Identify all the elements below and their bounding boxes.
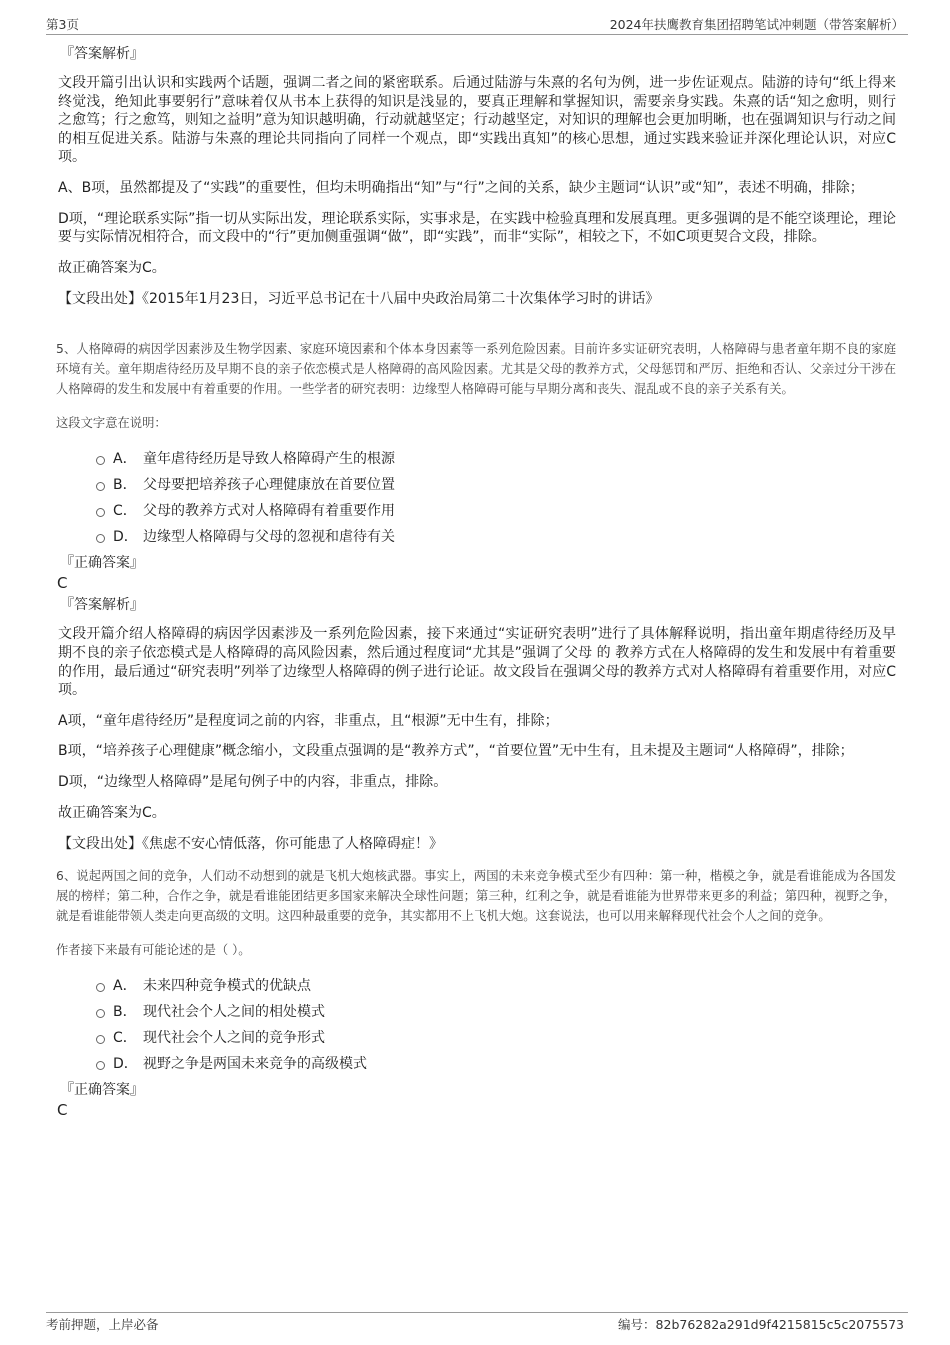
radio-icon[interactable] (96, 508, 105, 517)
option-a[interactable] (96, 972, 896, 998)
answer-label: 『正确答案』 (60, 555, 144, 572)
analysis-paragraph: A项，“童年虐待经历”是程度词之前的内容，非重点，且“根源”无中生有，排除； (58, 712, 559, 729)
option-text: 现代社会个人之间的相处模式 (143, 1004, 325, 1021)
option-text: 视野之争是两国未来竞争的高级模式 (143, 1056, 367, 1073)
passage-source: 【文段出处】《2015年1月23日，习近平总书记在十八届中央政治局第二十次集体学习时的讲话》 (58, 291, 660, 308)
analysis-paragraph: A、B项，虽然都提及了“实践”的重要性，但均未明确指出“知”与“行”之间的关系，缺少主题词“认识”或“知”，表述不明确，排除； (58, 179, 864, 196)
option-b[interactable] (96, 471, 896, 497)
option-c[interactable] (96, 1024, 896, 1050)
radio-icon[interactable] (96, 1061, 105, 1070)
analysis-paragraph: 文段开篇介绍人格障碍的病因学因素涉及一系列危险因素，接下来通过“实证研究表明”进行了具体解释说明，指出童年期虐待经历及早期不良的亲子依恋模式是人格障碍的高风险因素，然后通过程度词“尤其是”强调了父母 的 教养方式在人格障碍的发生和发展中有着重要的作用，最后通过“研究表明”列举了边缘型人格障碍的例子进行论证。故文段旨在强调父母的教养方式对人格障碍有着重要作用，对应C项。 (58, 626, 896, 699)
option-text: 未来四种竞争模式的优缺点 (143, 978, 311, 995)
option-letter: A． (113, 451, 137, 468)
question-text: 5、人格障碍的病因学因素涉及生物学因素、家庭环境因素和个体本身因素等一系列危险因素。目前许多实证研究表明，人格障碍与患者童年期不良的家庭环境有关。童年期虐待经历及早期不良的亲子依恋模式是人格障碍的高风险因素。尤其是父母的教养方式，父母惩罚和严厉、拒绝和否认、父亲过分干涉在人格障碍的发生和发展中有着重要的作用。一些学者的研究表明：边缘型人格障碍可能与早期分离和丧失、混乱或不良的亲子关系有关。 (56, 342, 896, 397)
option-text: 父母要把培养孩子心理健康放在首要位置 (143, 477, 395, 494)
option-d[interactable] (96, 523, 896, 549)
page-header (46, 14, 908, 35)
document-code: 编号：82b76282a291d9f4215815c5c2075573 (618, 1317, 904, 1332)
radio-icon[interactable] (96, 456, 105, 465)
analysis-paragraph: B项，“培养孩子心理健康”概念缩小，文段重点强调的是“教养方式”，“首要位置”无中生有，且未提及主题词“人格障碍”，排除； (58, 743, 854, 760)
analysis-label: 『答案解析』 (60, 46, 144, 62)
option-letter: C． (113, 1030, 137, 1047)
analysis-conclusion: 故正确答案为C。 (58, 804, 166, 821)
correct-answer: C (57, 574, 68, 593)
correct-answer: C (57, 1101, 68, 1120)
question-prompt: 这段文字意在说明： (56, 416, 167, 431)
option-list (96, 445, 896, 549)
analysis-paragraph: 文段开篇引出认识和实践两个话题，强调二者之间的紧密联系。后通过陆游与朱熹的名句为例，进一步佐证观点。陆游的诗句“纸上得来终觉浅，绝知此事要躬行”意味着仅从书本上获得的知识是浅显的，要真正理解和掌握知识，需要亲身实践。朱熹的话“知之愈明，则行之愈笃；行之愈笃，则知之益明”意为知识越明确，行动就越坚定；行动越坚定，对知识的理解也会更加明晰，也在强调知识与行动之间的相互促进关系。陆游与朱熹的理论共同指向了同样一个观点，即“实践出真知”的核心思想，通过实践来验证并深化理论认识，对应C项。 (58, 75, 896, 166)
page-number: 第3页 (46, 17, 79, 32)
radio-icon[interactable] (96, 983, 105, 992)
radio-icon[interactable] (96, 534, 105, 543)
option-c[interactable] (96, 497, 896, 523)
option-a[interactable] (96, 445, 896, 471)
option-letter: C． (113, 503, 137, 520)
option-letter: B． (113, 1004, 137, 1021)
question-text: 6、说起两国之间的竞争，人们动不动想到的就是飞机大炮核武器。事实上，两国的未来竞争模式至少有四种：第一种，楷模之争，就是看谁能成为各国发展的榜样；第二种，合作之争，就是看谁能团结更多国家来解决全球性问题；第三种，红利之争，就是看谁能为世界带来更多的利益；第四种，视野之争，就是看谁能带领人类走向更高级的文明。这四种最重要的竞争，其实都用不上飞机大炮。这套说法，也可以用来解释现代社会个人之间的竞争。 (56, 869, 896, 924)
option-letter: B． (113, 477, 137, 494)
footer-slogan: 考前押题，上岸必备 (46, 1317, 159, 1332)
option-letter: A． (113, 978, 137, 995)
option-text: 边缘型人格障碍与父母的忽视和虐待有关 (143, 529, 395, 546)
option-text: 父母的教养方式对人格障碍有着重要作用 (143, 503, 395, 520)
option-text: 童年虐待经历是导致人格障碍产生的根源 (143, 451, 395, 468)
question-prompt: 作者接下来最有可能论述的是（ ）。 (56, 943, 251, 958)
radio-icon[interactable] (96, 1009, 105, 1018)
page-footer (46, 1312, 908, 1333)
radio-icon[interactable] (96, 482, 105, 491)
answer-label: 『正确答案』 (60, 1082, 144, 1099)
option-list (96, 972, 896, 1076)
option-b[interactable] (96, 998, 896, 1024)
option-text: 现代社会个人之间的竞争形式 (143, 1030, 325, 1047)
analysis-paragraph: D项，“边缘型人格障碍”是尾句例子中的内容，非重点，排除。 (58, 773, 448, 790)
analysis-paragraph: D项，“理论联系实际”指一切从实际出发，理论联系实际，实事求是，在实践中检验真理和发展真理。更多强调的是不能空谈理论，理论要与实际情况相符合，而文段中的“行”更加侧重强调“做”，即“实践”，而非“实际”，相较之下，不如C项更契合文段，排除。 (58, 210, 896, 246)
page-content (56, 44, 896, 1120)
analysis-label: 『答案解析』 (60, 597, 144, 614)
option-letter: D． (113, 1056, 138, 1073)
option-letter: D． (113, 529, 138, 546)
option-d[interactable] (96, 1050, 896, 1076)
document-title: 2024年扶鹰教育集团招聘笔试冲刺题（带答案解析） (609, 17, 904, 32)
analysis-conclusion: 故正确答案为C。 (58, 259, 166, 276)
passage-source: 【文段出处】《焦虑不安心情低落，你可能患了人格障碍症！》 (58, 836, 443, 853)
radio-icon[interactable] (96, 1035, 105, 1044)
